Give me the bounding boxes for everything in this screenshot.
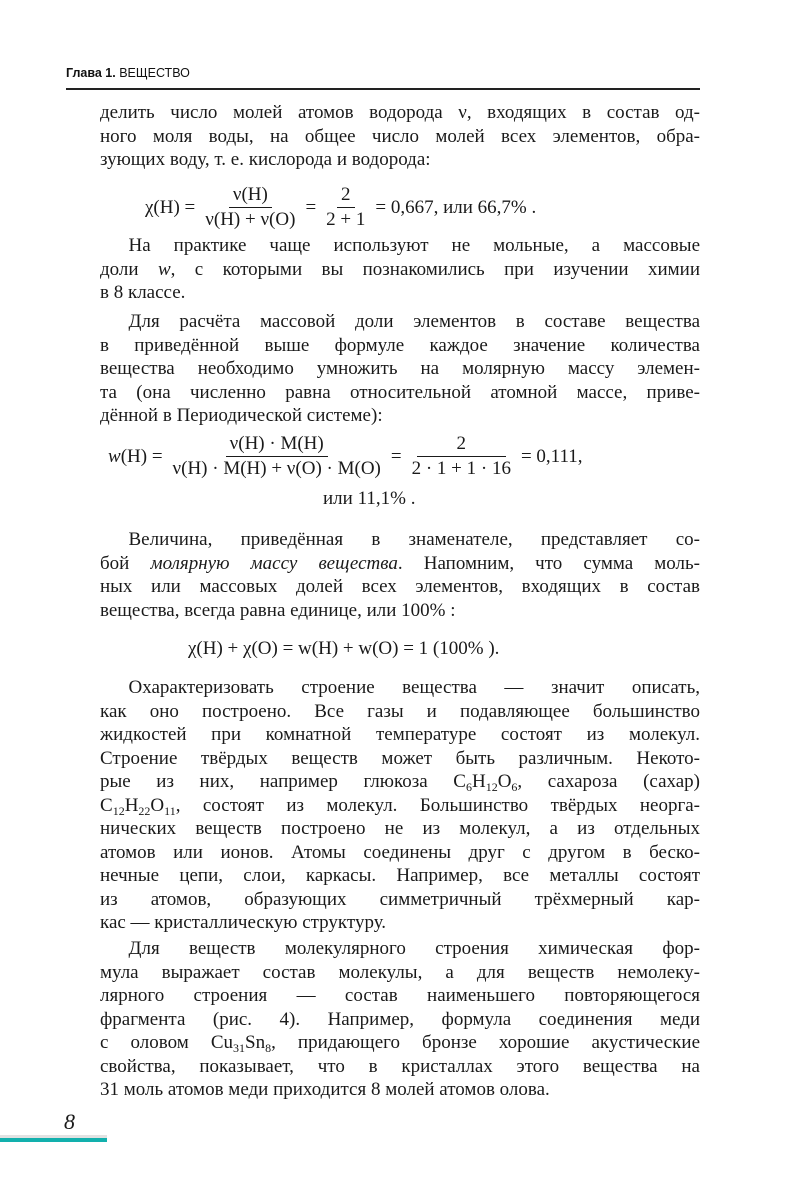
text-line	[100, 234, 700, 258]
formula-result: = 0,111,	[520, 445, 583, 467]
numerator: 2	[337, 184, 355, 208]
paragraph	[100, 310, 700, 428]
header-rule	[66, 88, 700, 90]
text-line	[100, 723, 700, 747]
text: та (она численно равна относительной атомной массе, приве-	[100, 381, 700, 403]
paragraph	[100, 528, 700, 622]
text: , состоят из молекул. Большинство твёрдых неорга-	[175, 794, 700, 816]
text-line	[100, 552, 700, 576]
text: из атомов, образующих симметричный трёхмерный кар-	[100, 888, 700, 910]
subscript: 12	[112, 803, 125, 817]
text-line	[100, 148, 700, 172]
text: , с которыми вы познакомились при изучении химии	[170, 258, 700, 280]
fraction	[169, 433, 385, 480]
formula-lhs: (H) =	[120, 445, 163, 467]
text-line	[100, 961, 700, 985]
numerator: ν(H)	[229, 184, 272, 208]
text-line	[100, 575, 700, 599]
subscript: 8	[265, 1041, 272, 1055]
paragraph	[100, 676, 700, 935]
subscript: 6	[511, 780, 518, 794]
text: атомов или ионов. Атомы соединены друг с другом в беско-	[100, 841, 700, 863]
formula-result: = 0,667, или 66,7% .	[375, 196, 537, 218]
text: , придающего бронзе хорошие акустические	[271, 1032, 700, 1053]
text: в 8 классе.	[100, 282, 186, 303]
text: мула выражает состав молекулы, а для веществ немолеку-	[100, 961, 700, 983]
text-line	[100, 770, 700, 794]
text-line	[100, 1055, 700, 1079]
denominator: ν(H) · M(H) + ν(O) · M(O)	[172, 458, 381, 479]
text: Для расчёта массовой доли элементов в составе вещества	[100, 311, 700, 332]
formula-result: или 11,1% .	[323, 488, 416, 509]
text: Sn	[245, 1032, 266, 1053]
text: в приведённой выше формуле каждое значение количества	[100, 334, 700, 356]
formula-symbol: w	[108, 445, 121, 467]
chapter-title: ВЕЩЕСТВО	[119, 66, 190, 80]
formula-lhs: χ(H) =	[145, 196, 196, 218]
text: фрагмента (рис. 4). Например, формула соединения меди	[100, 1008, 700, 1030]
text-line	[100, 258, 700, 282]
subscript: 22	[138, 803, 151, 817]
text-line	[100, 125, 700, 149]
paragraph	[100, 234, 700, 305]
text: 31 моль атомов меди приходится 8 молей атомов олова.	[100, 1079, 550, 1100]
subscript: 31	[233, 1041, 246, 1055]
denominator: ν(H) + ν(O)	[205, 209, 296, 230]
text: доли	[100, 258, 158, 280]
paragraph	[100, 101, 700, 172]
emphasis: молярную массу вещества	[150, 552, 398, 574]
text: зующих воду, т. е. кислорода и водорода:	[100, 149, 431, 170]
text: свойства, показывает, что в кристаллах этого вещества на	[100, 1055, 700, 1077]
text-line	[100, 794, 700, 818]
text: Для веществ молекулярного строения химическая фор-	[100, 938, 700, 959]
text-line	[100, 404, 700, 428]
text: H	[124, 794, 139, 816]
fraction	[201, 184, 299, 231]
numerator: ν(H) · M(H)	[226, 433, 328, 457]
denominator: 2 + 1	[326, 209, 366, 230]
fraction	[322, 184, 369, 231]
text-line	[100, 984, 700, 1008]
text-line	[100, 841, 700, 865]
text: лярного строения — состав наименьшего повторяющегося	[100, 985, 700, 1006]
subscript: 6	[465, 780, 472, 794]
equals: =	[305, 196, 317, 218]
footer-accent-bar	[0, 1138, 107, 1142]
text: дённой в Периодической системе):	[100, 405, 383, 426]
subscript: 12	[485, 780, 498, 794]
text: H	[471, 771, 486, 792]
text-line	[100, 281, 700, 305]
running-header	[66, 66, 190, 80]
text: жидкостей при комнатной температуре состоят из молекул.	[100, 724, 700, 745]
text-line	[100, 334, 700, 358]
formula-sum	[188, 638, 499, 660]
text: Строение твёрдых веществ может быть различным. Некото-	[100, 747, 700, 769]
text-line	[100, 1008, 700, 1032]
text: ных или массовых долей всех элементов, входящих в состав	[100, 576, 700, 597]
formula-mole-fraction	[145, 184, 536, 231]
text: O	[497, 771, 512, 792]
text-line	[100, 817, 700, 841]
text-line	[100, 747, 700, 771]
text-line	[100, 1078, 700, 1102]
text: C	[100, 794, 113, 816]
text: кас — кристаллическую структуру.	[100, 912, 387, 933]
text-line	[100, 101, 700, 125]
text-line	[100, 864, 700, 888]
formula-percent	[323, 488, 415, 510]
text: . Напомним, что сумма моль-	[397, 552, 700, 574]
text: вещества необходимо умножить на молярную массу элемен-	[100, 358, 700, 379]
text-line	[100, 888, 700, 912]
text: , сахароза (сахар)	[517, 771, 700, 792]
text: O	[150, 794, 165, 816]
text: На практике чаще используют не мольные, а массовые	[100, 235, 700, 256]
text-line	[100, 1031, 700, 1055]
text: нечные цепи, слои, каркасы. Например, все металлы состоят	[100, 865, 700, 886]
fraction	[408, 433, 515, 480]
text-line	[100, 381, 700, 405]
formula-text: χ(H) + χ(O) = w(H) + w(O) = 1 (100% ).	[188, 638, 500, 659]
text-line	[100, 528, 700, 552]
text-line	[100, 357, 700, 381]
text-line	[100, 911, 700, 935]
text: Охарактеризовать строение вещества — значит описать,	[100, 677, 700, 698]
text: рые из них, например глюкоза C	[100, 771, 466, 792]
text: ного моля воды, на общее число молей всех элементов, обра-	[100, 125, 700, 147]
denominator: 2 · 1 + 1 · 16	[411, 458, 511, 479]
numerator: 2	[417, 433, 507, 457]
chapter-label: Глава 1.	[66, 66, 116, 80]
text: делить число молей атомов водорода ν, входящих в состав од-	[100, 102, 700, 123]
text-line	[100, 676, 700, 700]
text: как оно построено. Все газы и подавляющее большинство	[100, 700, 700, 722]
emphasis: w	[157, 258, 171, 280]
page-number: 8	[64, 1109, 75, 1134]
subscript: 11	[164, 803, 176, 817]
equals: =	[390, 445, 402, 467]
text: вещества, всегда равна единице, или 100% :	[100, 599, 456, 621]
formula-mass-fraction	[108, 433, 583, 480]
text-line	[100, 599, 700, 623]
text: с оловом Cu	[100, 1032, 234, 1053]
text: нических веществ построено не из молекул, а из отдельных	[100, 818, 700, 839]
text-line	[100, 310, 700, 334]
text: Величина, приведённая в знаменателе, представляет со-	[100, 529, 700, 550]
text-line	[100, 937, 700, 961]
paragraph	[100, 937, 700, 1102]
text: бой	[100, 552, 151, 574]
text-line	[100, 700, 700, 724]
